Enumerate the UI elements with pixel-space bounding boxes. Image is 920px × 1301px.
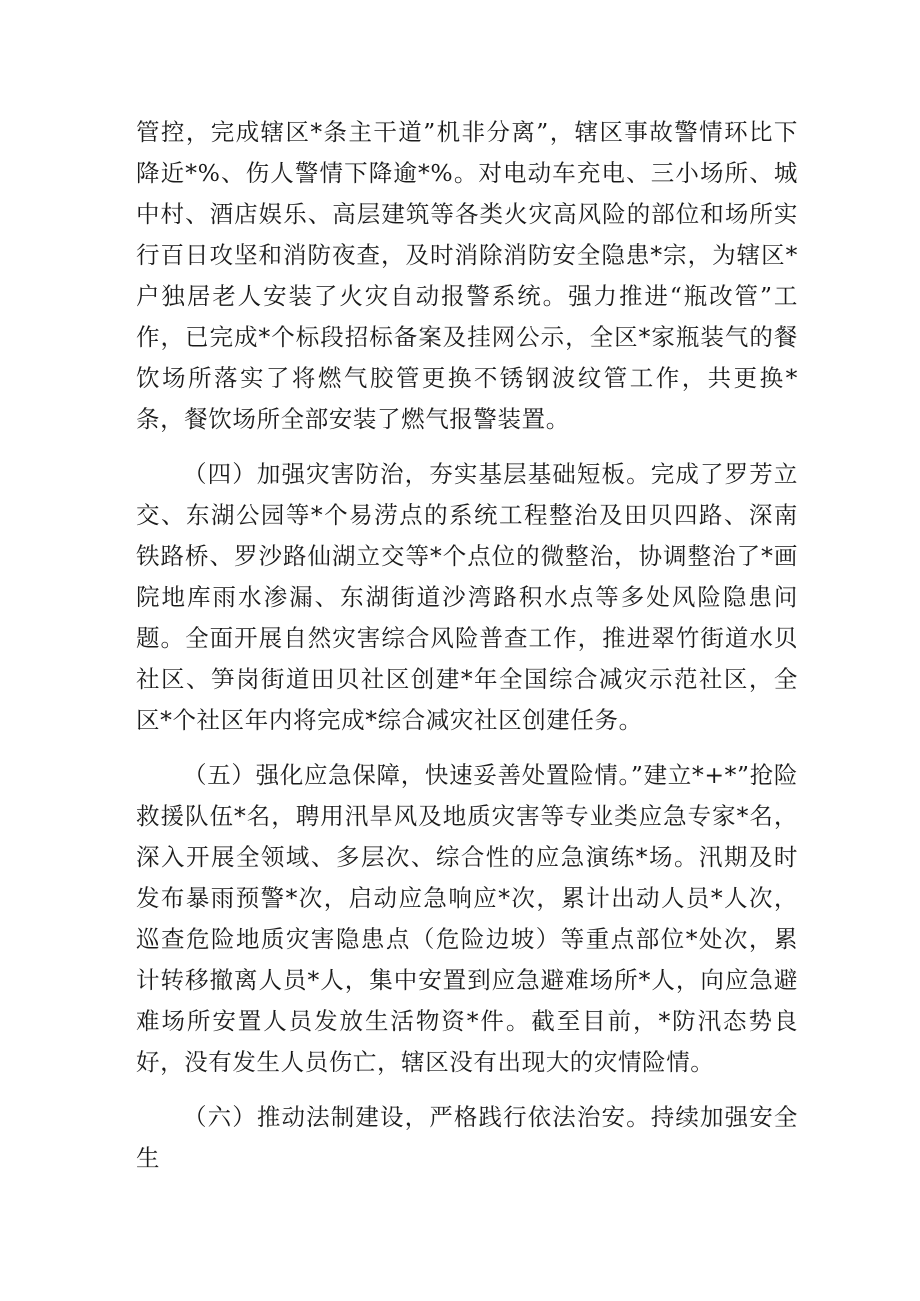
paragraph-legal-construction: （六）推动法制建设，严格践行依法治安。持续加强安全生 (136, 1103, 798, 1172)
document-page (136, 112, 798, 1193)
paragraph-emergency-support: （五）强化应急保障，快速妥善处置险情。”建立*+*”抢险救援队伍*名，聘用汛旱风及地质灾害等专业类应急专家*名，深入开展全领域、多层次、综合性的应急演练*场。汛期及时发布暴雨预警*次，启动应急响应*次，累计出动人员*人次，巡查危险地质灾害隐患点（危险边坡）等重点部位*处次，累计转移撤离人员*人，集中安置到应急避难场所*人，向应急避难场所安置人员发放生活物资*件。截至目前，*防汛态势良好，没有发生人员伤亡，辖区没有出现大的灾情险情。 (136, 761, 798, 1076)
paragraph-traffic-fire-gas: 管控，完成辖区*条主干道”机非分离”，辖区事故警情环比下降近*%、伤人警情下降逾*%。对电动车充电、三小场所、城中村、酒店娱乐、高层建筑等各类火灾高风险的部位和场所实行百日攻坚和消防夜查，及时消除消防安全隐患*宗，为辖区*户独居老人安装了火灾自动报警系统。强力推进“瓶改管”工作，已完成*个标段招标备案及挂网公示，全区*家瓶装气的餐饮场所落实了将燃气胶管更换不锈钢波纹管工作，共更换*条，餐饮场所全部安装了燃气报警装置。 (136, 118, 798, 433)
paragraph-disaster-prevention: （四）加强灾害防治，夯实基层基础短板。完成了罗芳立交、东湖公园等*个易涝点的系统工程整治及田贝四路、深南铁路桥、罗沙路仙湖立交等*个点位的微整治，协调整治了*画院地库雨水渗漏、东湖街道沙湾路积水点等多处风险隐患问题。全面开展自然灾害综合风险普查工作，推进翠竹街道水贝社区、笋岗街道田贝社区创建*年全国综合减灾示范社区，全区*个社区年内将完成*综合减灾社区创建任务。 (136, 460, 798, 734)
